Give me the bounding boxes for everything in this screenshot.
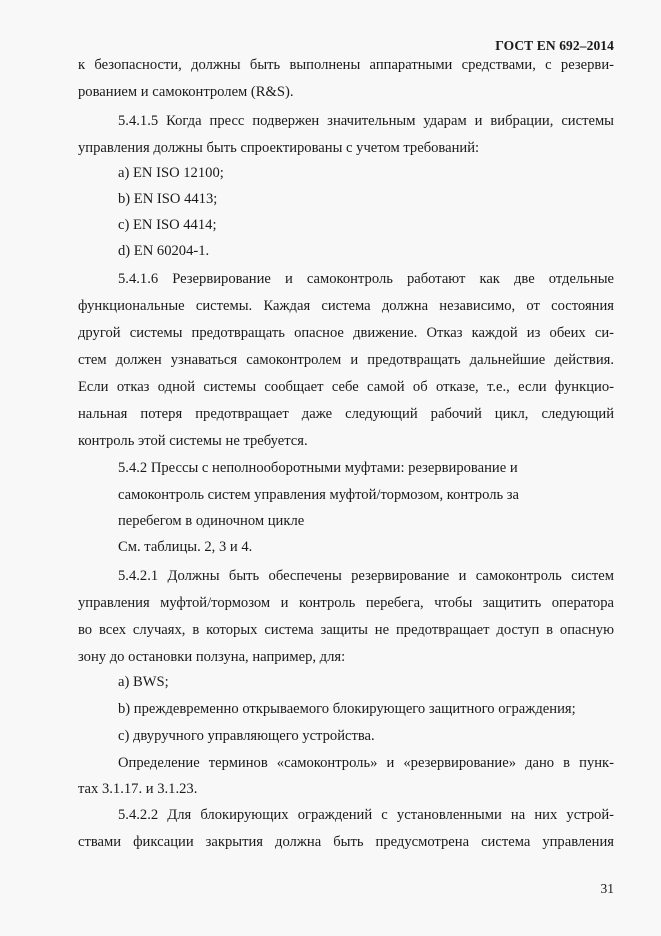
section-heading: перебегом в одиночном цикле	[118, 513, 305, 529]
text-line: зону до остановки ползуна, например, для:	[78, 649, 346, 665]
text-line: другой системы предотвращать опасное движение. Отказ каждой из обеих си-	[78, 325, 614, 341]
document-code-header: ГОСТ EN 692–2014	[495, 38, 614, 53]
text-line: 5.4.2.1 Должны быть обеспечены резервирование и самоконтроль систем	[118, 568, 614, 584]
list-item: c) EN ISO 4414;	[118, 217, 217, 233]
text-line: управления должны быть спроектированы с учетом требований:	[78, 140, 480, 156]
text-line: к безопасности, должны быть выполнены аппаратными средствами, с резерви-	[78, 57, 614, 73]
text-line: рованием и самоконтролем (R&S).	[78, 84, 294, 100]
text-line: управления муфтой/тормозом и контроль перебега, чтобы защитить оператора	[78, 595, 614, 611]
text-line: стем должен узнаваться самоконтролем и предотвращать дальнейшие действия.	[78, 352, 614, 368]
text-line: нальная потеря предотвращает даже следующий рабочий цикл, следующий	[78, 406, 614, 422]
list-item: b) преждевременно открываемого блокирующего защитного ограждения;	[118, 701, 576, 717]
text-line: ствами фиксации закрытия должна быть предусмотрена система управления	[78, 834, 614, 850]
list-item: c) двуручного управляющего устройства.	[118, 728, 375, 744]
section-heading: самоконтроль систем управления муфтой/тормозом, контроль за	[118, 487, 520, 503]
section-heading: 5.4.2 Прессы с неполнооборотными муфтами: резервирование и	[118, 460, 518, 476]
list-item: d) EN 60204-1.	[118, 243, 210, 259]
text-line: Определение терминов «самоконтроль» и «резервирование» дано в пунк-	[118, 755, 614, 771]
list-item: a) EN ISO 12100;	[118, 165, 224, 181]
text-line: во всех случаях, в которых система защиты не предотвращает доступ в опасную	[78, 622, 614, 638]
text-line: Если отказ одной системы сообщает себе самой об отказе, т.е., если функцио-	[78, 379, 614, 395]
list-item: a) BWS;	[118, 674, 169, 690]
text-line: контроль этой системы не требуется.	[78, 433, 308, 449]
page-number: 31	[600, 881, 614, 896]
list-item: b) EN ISO 4413;	[118, 191, 218, 207]
table-reference: См. таблицы. 2, 3 и 4.	[118, 539, 253, 555]
text-line: 5.4.1.6 Резервирование и самоконтроль работают как две отдельные	[118, 271, 614, 287]
text-line: 5.4.2.2 Для блокирующих ограждений с установленными на них устрой-	[118, 807, 614, 823]
text-line: 5.4.1.5 Когда пресс подвержен значительным ударам и вибрации, системы	[118, 113, 614, 129]
text-line: функциональные системы. Каждая система должна независимо, от состояния	[78, 298, 614, 314]
text-line: тах 3.1.17. и 3.1.23.	[78, 781, 198, 797]
